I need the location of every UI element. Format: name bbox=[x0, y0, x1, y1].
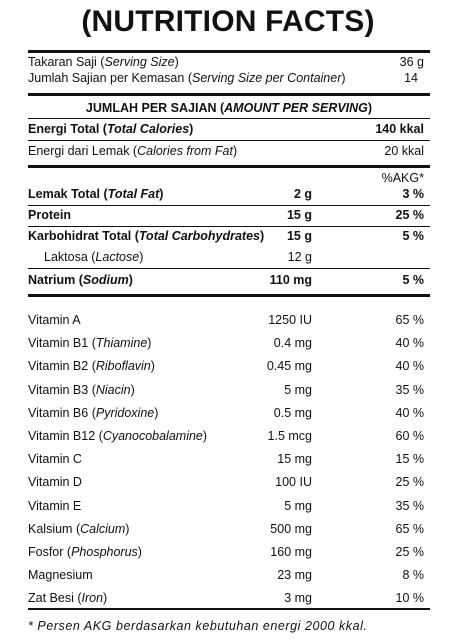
macro-row bbox=[28, 184, 430, 205]
macro-label: Protein bbox=[28, 208, 72, 222]
micronutrient-row bbox=[28, 519, 430, 540]
micronutrient-label: Vitamin B6 (Pyridoxine) bbox=[28, 405, 159, 420]
micronutrient-row bbox=[28, 565, 430, 586]
micronutrient-row bbox=[28, 496, 430, 517]
micronutrient-akg: 65 % bbox=[395, 521, 424, 536]
micronutrient-amount: 1250 IU bbox=[268, 313, 312, 327]
divider bbox=[28, 165, 430, 168]
energy-total-row bbox=[28, 119, 430, 140]
amount-per-serving-header: JUMLAH PER SAJIAN (AMOUNT PER SERVING) bbox=[85, 101, 373, 115]
micronutrient-amount: 23 mg bbox=[277, 568, 312, 583]
micronutrient-akg: 60 % bbox=[395, 429, 424, 443]
micronutrient-amount: 0.4 mg bbox=[273, 336, 312, 351]
micronutrient-amount: 5 mg bbox=[284, 382, 312, 397]
micronutrient-amount: 5 mg bbox=[284, 498, 312, 513]
micronutrient-label: Vitamin B12 (Cyanocobalamine) bbox=[28, 429, 208, 443]
micronutrient-amount: 1.5 mcg bbox=[267, 429, 312, 443]
micronutrient-row bbox=[28, 542, 430, 563]
micronutrient-label: Vitamin A bbox=[28, 313, 81, 327]
macro-akg: 5 % bbox=[402, 273, 424, 287]
macro-label: Natrium (Sodium) bbox=[28, 273, 133, 287]
micronutrient-label: Magnesium bbox=[28, 568, 93, 583]
servings-per-container-row bbox=[28, 68, 430, 89]
micronutrient-row bbox=[28, 310, 430, 331]
micronutrient-row bbox=[28, 426, 430, 447]
micronutrient-akg: 8 % bbox=[402, 568, 424, 583]
micronutrient-akg: 25 % bbox=[395, 475, 424, 490]
micronutrient-akg: 15 % bbox=[395, 452, 424, 467]
energy-from-fat-value: 20 kkal bbox=[384, 144, 424, 158]
micronutrient-label: Zat Besi (Iron) bbox=[28, 591, 108, 606]
micronutrient-amount: 3 mg bbox=[284, 591, 312, 606]
micronutrient-amount: 0.5 mg bbox=[273, 405, 312, 420]
energy-from-fat-label: Energi dari Lemak (Calories from Fat) bbox=[28, 144, 238, 158]
micronutrient-amount: 160 mg bbox=[270, 545, 312, 559]
micronutrient-row bbox=[28, 588, 430, 609]
macro-akg: 5 % bbox=[402, 229, 424, 243]
micronutrient-label: Kalsium (Calcium) bbox=[28, 521, 130, 536]
energy-total-value: 140 kkal bbox=[375, 122, 424, 136]
micronutrient-label: Vitamin B1 (Thiamine) bbox=[28, 336, 152, 351]
micronutrient-label: Vitamin D bbox=[28, 475, 82, 490]
micronutrient-akg: 10 % bbox=[395, 591, 424, 606]
macro-amount: 2 g bbox=[293, 187, 312, 201]
micronutrient-row bbox=[28, 449, 430, 470]
micronutrient-amount: 15 mg bbox=[277, 452, 312, 467]
micronutrient-akg: 35 % bbox=[395, 498, 424, 513]
micronutrient-amount: 500 mg bbox=[270, 521, 312, 536]
divider bbox=[28, 294, 430, 297]
micronutrient-row bbox=[28, 403, 430, 424]
micronutrient-akg: 40 % bbox=[395, 336, 424, 351]
micronutrient-amount: 0.45 mg bbox=[266, 359, 312, 374]
micronutrient-row bbox=[28, 333, 430, 354]
energy-total-label: Energi Total (Total Calories) bbox=[28, 122, 194, 136]
macro-label: Karbohidrat Total (Total Carbohydrates) bbox=[28, 229, 265, 243]
micronutrient-akg: 65 % bbox=[395, 313, 424, 327]
micronutrient-row bbox=[28, 472, 430, 493]
servings-per-container-value: 14 bbox=[404, 71, 418, 85]
micronutrient-label: Vitamin B3 (Niacin) bbox=[28, 382, 135, 397]
macro-label: Lemak Total (Total Fat) bbox=[28, 187, 164, 201]
micronutrient-akg: 35 % bbox=[395, 382, 424, 397]
macro-amount: 15 g bbox=[286, 208, 312, 222]
micronutrient-row bbox=[28, 356, 430, 377]
micronutrient-akg: 40 % bbox=[395, 405, 424, 420]
divider bbox=[28, 268, 430, 269]
akg-header: %AKG* bbox=[381, 171, 424, 185]
macro-amount: 110 mg bbox=[269, 273, 312, 287]
micronutrient-akg: 40 % bbox=[395, 359, 424, 374]
micronutrient-label: Vitamin E bbox=[28, 498, 82, 513]
macro-sub-label: Laktosa (Lactose) bbox=[44, 250, 144, 264]
serving-size-label: Takaran Saji (Serving Size) bbox=[28, 55, 179, 69]
macro-sub-amount: 12 g bbox=[287, 250, 312, 264]
divider bbox=[28, 93, 430, 96]
servings-per-container-label: Jumlah Sajian per Kemasan (Serving Size per Container) bbox=[28, 71, 346, 85]
macro-row bbox=[28, 270, 430, 291]
micronutrient-row bbox=[28, 380, 430, 401]
micronutrient-amount: 100 IU bbox=[275, 475, 312, 490]
micronutrient-label: Vitamin C bbox=[28, 452, 82, 467]
serving-size-value: 36 g bbox=[399, 55, 424, 69]
micronutrient-label: Fosfor (Phosphorus) bbox=[28, 545, 142, 559]
macro-row bbox=[28, 205, 430, 226]
macro-akg: 3 % bbox=[402, 187, 424, 201]
energy-from-fat-row bbox=[28, 141, 430, 162]
micronutrient-akg: 25 % bbox=[395, 545, 424, 559]
footnote: * Persen AKG berdasarkan kebutuhan energi 2000 kkal. bbox=[28, 619, 368, 633]
page-title: (NUTRITION FACTS) bbox=[81, 5, 375, 38]
macro-row bbox=[28, 226, 430, 247]
macro-sub-row bbox=[28, 247, 430, 268]
micronutrient-label: Vitamin B2 (Riboflavin) bbox=[28, 359, 155, 374]
macro-amount: 15 g bbox=[286, 229, 312, 243]
divider bbox=[28, 608, 430, 610]
macro-akg: 25 % bbox=[395, 208, 424, 222]
